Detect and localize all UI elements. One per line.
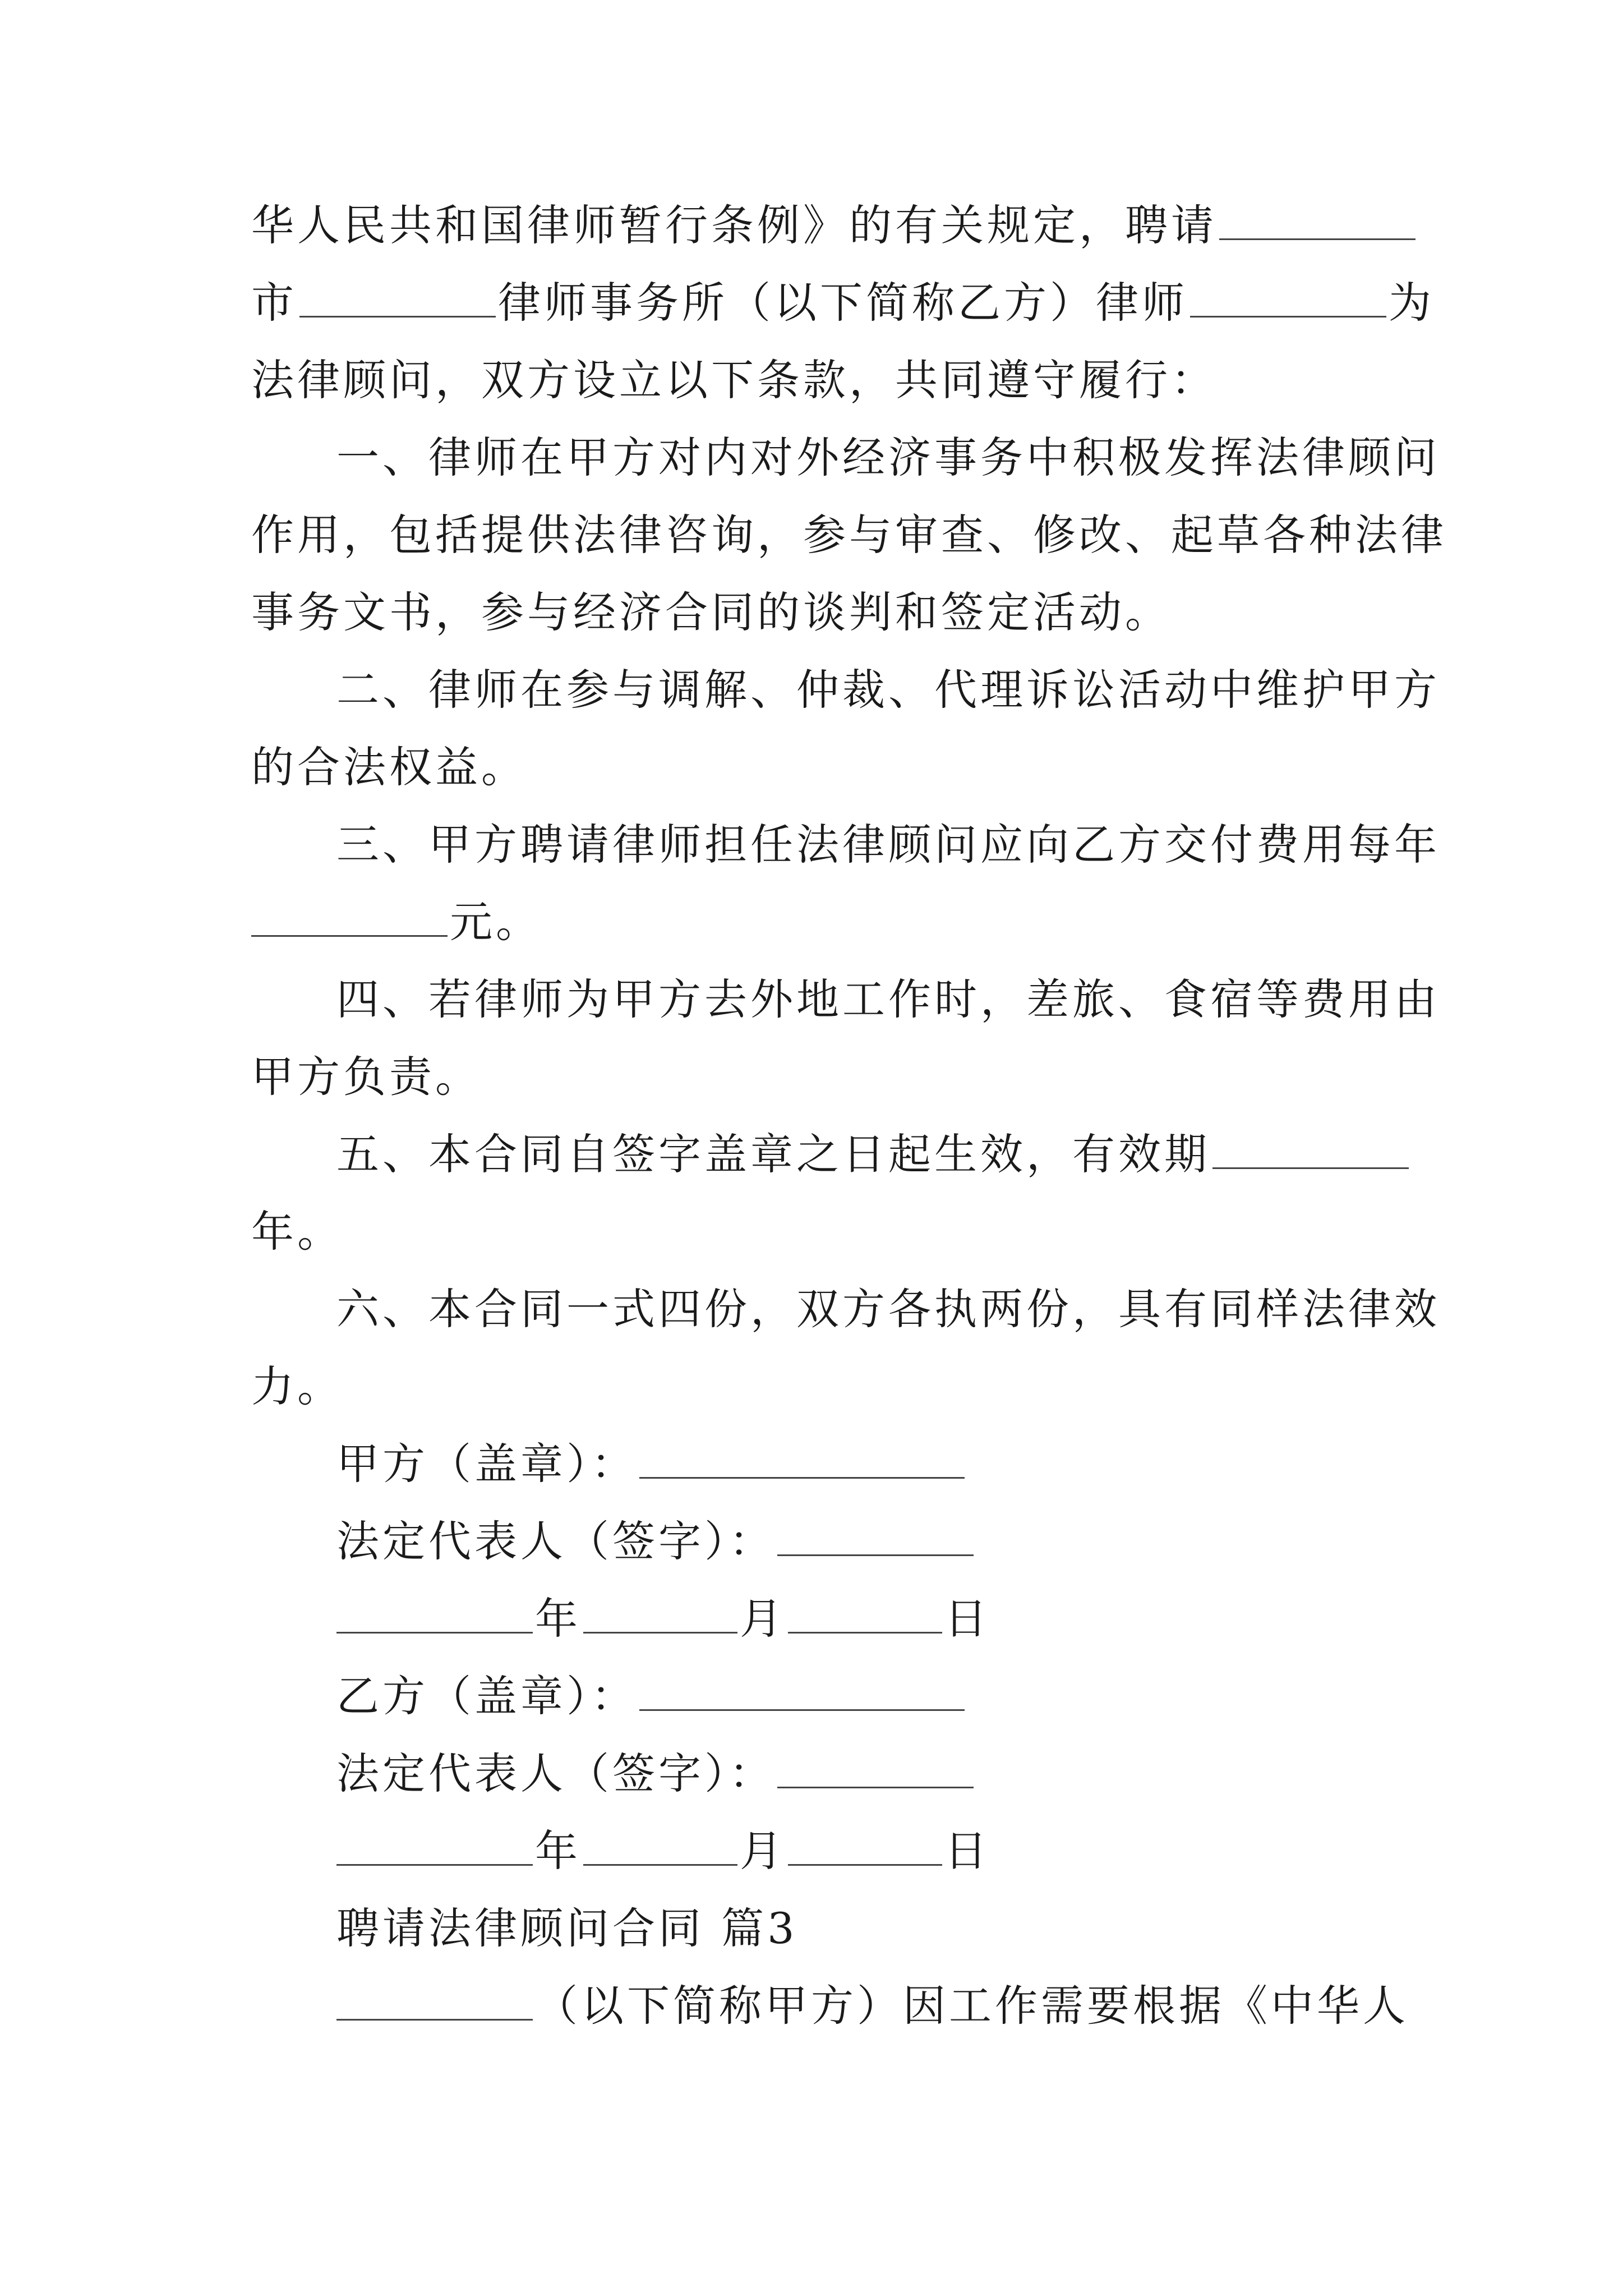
- fee-blank: [251, 895, 448, 937]
- clause-5-line-1: [336, 1126, 1458, 1182]
- party-a-rep-label: 法定代表人（签字）：: [336, 1516, 775, 1566]
- clause-4-line-2: 甲方负责。: [251, 1052, 481, 1102]
- lawyer-blank: [1219, 198, 1415, 240]
- clause-5-line-2: 年。: [251, 1207, 343, 1257]
- intro-text-1: 华人民共和国律师暂行条例》的有关规定，聘请: [251, 200, 1217, 250]
- section-heading: 聘请法律顾问合同 篇3: [336, 1903, 798, 1953]
- year-label: 年: [535, 1594, 581, 1644]
- clause-4-line-1: 四、若律师为甲方去外地工作时，差旅、食宿等费用由: [336, 974, 1440, 1024]
- clause-1-line-1: 一、律师在甲方对内对外经济事务中积极发挥法律顾问: [336, 432, 1440, 482]
- party-b-rep-line: [336, 1746, 1458, 1802]
- lawyer-name-blank: [1190, 275, 1386, 318]
- clause-6-line-1: 六、本合同一式四份，双方各执两份，具有同样法律效: [336, 1284, 1440, 1334]
- day-label: 日: [944, 1826, 990, 1876]
- day-blank: [788, 1591, 942, 1634]
- party-a-rep-blank: [777, 1514, 974, 1556]
- month-label: 月: [740, 1826, 786, 1876]
- day-label: 日: [944, 1594, 990, 1644]
- party-a-seal-blank: [639, 1437, 965, 1479]
- next-section-line-1: [336, 1978, 1409, 2034]
- city-blank: [299, 275, 496, 318]
- intro-line-1: [251, 197, 1373, 254]
- clause-2-line-2: 的合法权益。: [251, 742, 527, 792]
- intro-line-2: [251, 275, 1435, 331]
- party-b-seal-line: [336, 1668, 1458, 1724]
- party-a-seal-label: 甲方（盖章）：: [336, 1439, 637, 1489]
- party-a-date-line: [336, 1591, 1458, 1647]
- day-blank: [788, 1824, 942, 1866]
- clause-3-line-1: 三、甲方聘请律师担任法律顾问应向乙方交付费用每年: [336, 820, 1440, 869]
- intro-line-3: 法律顾问，双方设立以下条款，共同遵守履行：: [251, 355, 1217, 405]
- as-label: 为: [1389, 278, 1435, 328]
- term-blank: [1212, 1127, 1409, 1169]
- party-b-rep-label: 法定代表人（签字）：: [336, 1749, 775, 1798]
- yuan-label: 元。: [450, 897, 542, 947]
- firm-text: 律师事务所（以下简称乙方）律师: [498, 278, 1188, 328]
- party-b-seal-label: 乙方（盖章）：: [336, 1671, 637, 1721]
- party-b-rep-blank: [777, 1746, 974, 1788]
- party-a-rep-line: [336, 1513, 1458, 1570]
- month-label: 月: [740, 1594, 786, 1644]
- year-label: 年: [535, 1826, 581, 1876]
- year-blank: [336, 1824, 533, 1866]
- party-a-name-blank: [336, 1978, 533, 2021]
- party-a-seal-line: [336, 1436, 1458, 1492]
- clause-3-line-2: [251, 894, 1373, 950]
- city-label: 市: [251, 278, 297, 328]
- month-blank: [583, 1824, 737, 1866]
- clause-1-line-3: 事务文书，参与经济合同的谈判和签定活动。: [251, 587, 1171, 637]
- year-blank: [336, 1591, 533, 1634]
- clause-5-text: 五、本合同自签字盖章之日起生效，有效期: [336, 1129, 1210, 1179]
- month-blank: [583, 1591, 737, 1634]
- clause-6-line-2: 力。: [251, 1361, 343, 1411]
- party-b-date-line: [336, 1823, 1458, 1879]
- party-b-seal-blank: [639, 1669, 965, 1711]
- clause-2-line-1: 二、律师在参与调解、仲裁、代理诉讼活动中维护甲方: [336, 665, 1440, 715]
- next-section-text: （以下简称甲方）因工作需要根据《中华人: [535, 1981, 1409, 2031]
- clause-1-line-2: 作用，包括提供法律咨询，参与审查、修改、起草各种法律: [251, 510, 1447, 560]
